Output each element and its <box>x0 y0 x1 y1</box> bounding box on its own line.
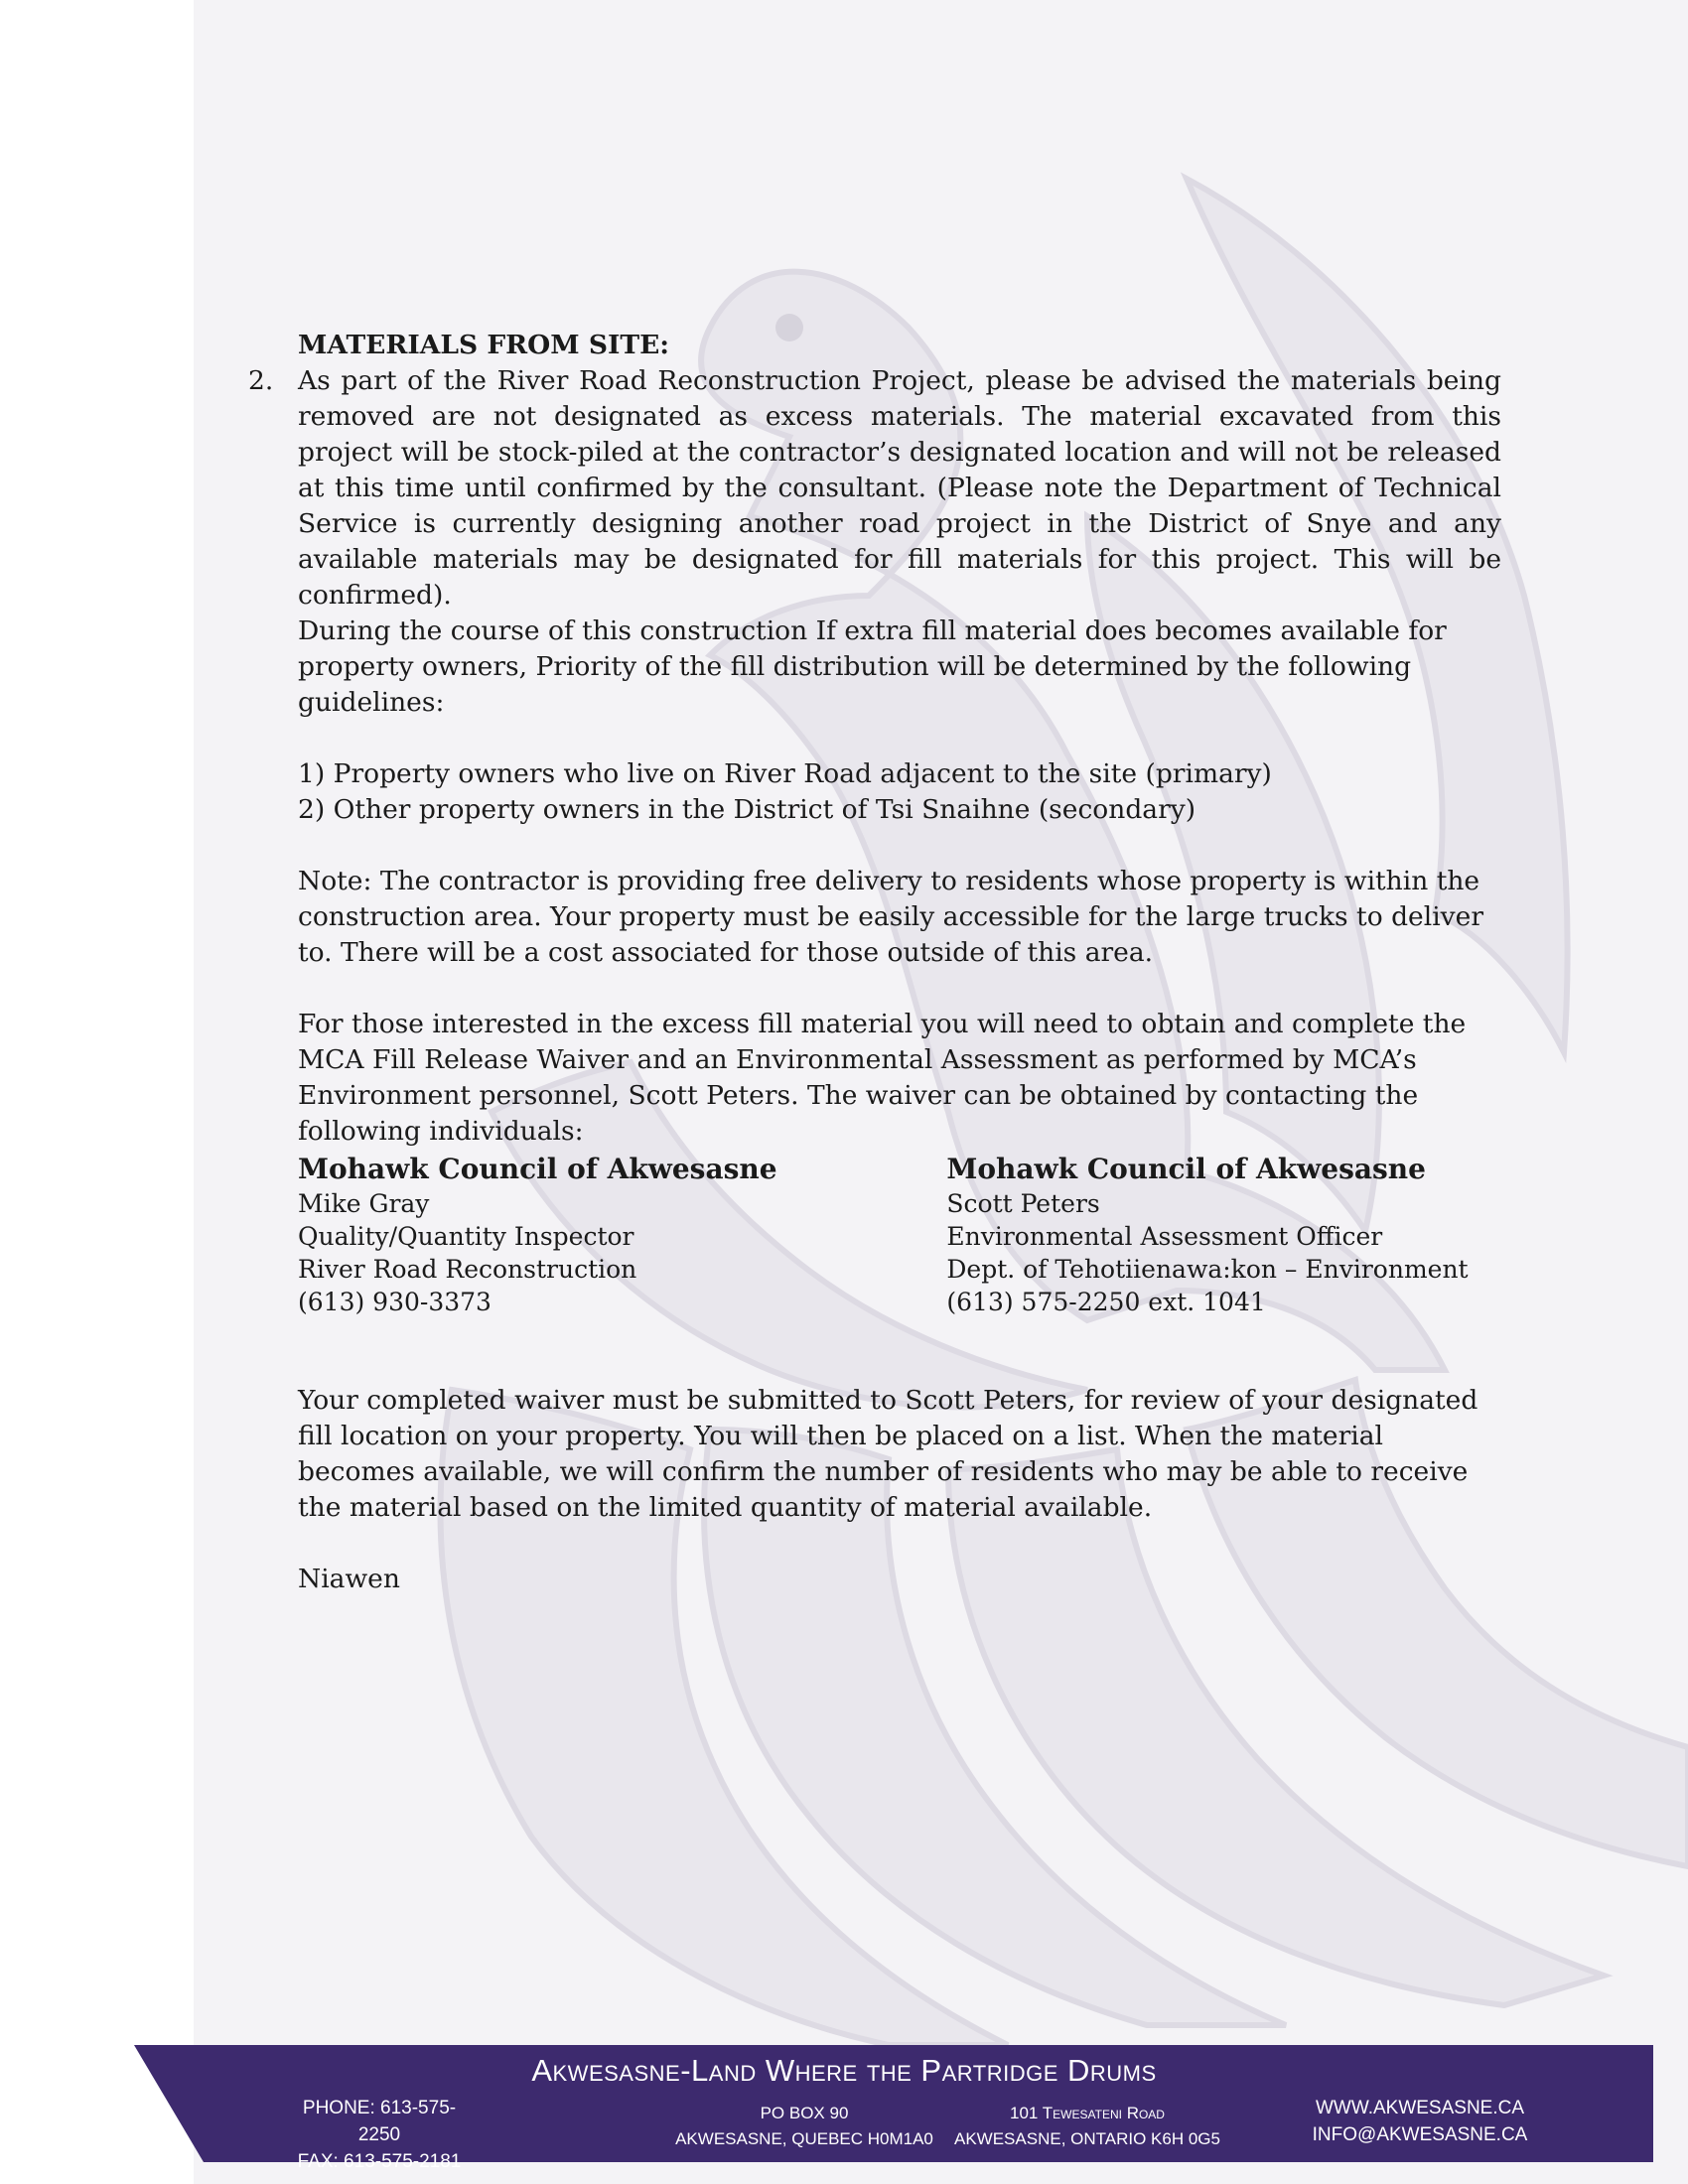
closing-paragraph: Your completed waiver must be submitted to Scott Peters, for review of your designated fill location on your property. You will then be placed on a list. When the material becomes available, we will confirm the number of residents who may be able to receive the material based on the limited quantity of material available. <box>298 1385 1478 1523</box>
contacts-block <box>298 1152 1501 1318</box>
footer-fax: FAX: 613-575-2181 <box>297 2151 462 2172</box>
list-item: 2) Other property owners in the District of Tsi Snaihne (secondary) <box>298 794 1196 825</box>
contact-card <box>941 1152 1501 1318</box>
footer-email: INFO@AKWESASNE.CA <box>1312 2124 1528 2145</box>
priority-intro: During the course of this construction If extra fill material does becomes available for property owners, Priority of the fill distribution will be determined by the following guidelines: <box>298 615 1447 718</box>
footer-road-line2: AKWESASNE, ONTARIO K6H 0G5 <box>954 2129 1220 2148</box>
contact-title: Environmental Assessment Officer <box>946 1222 1383 1251</box>
contact-dept: River Road Reconstruction <box>298 1255 637 1284</box>
footer-phone: PHONE: 613-575-2250 <box>302 2098 457 2145</box>
footer-po-line2: AKWESASNE, QUEBEC H0M1A0 <box>675 2129 933 2148</box>
waiver-intro: For those interested in the excess fill material you will need to obtain and complete the MCA Fill Release Waiver and an Environmental Assessment as performed by MCA’s Environment personnel, Scott Peters. The waiver can be obtained by contacting the following individuals: <box>298 1009 1467 1147</box>
footer-road-line1: 101 Tewesateni Road <box>1010 2104 1165 2122</box>
contact-org: Mohawk Council of Akwesasne <box>946 1153 1426 1185</box>
footer-po-address <box>655 2101 953 2152</box>
footer-phone-block <box>290 2095 469 2175</box>
contact-dept: Dept. of Tehotiienawa:kon – Environment <box>946 1255 1469 1284</box>
contact-phone: (613) 930-3373 <box>298 1288 492 1316</box>
delivery-note: Note: The contractor is providing free delivery to residents whose property is within the construction area. Your property must be easily accessible for the large trucks to deliver to. There will be a cost associated for those outside of this area. <box>298 866 1483 968</box>
footer-title: Akwesasne-Land Where the Partridge Drums <box>531 2053 1157 2088</box>
item-text: As part of the River Road Reconstruction Project, please be advised the materials being removed are not designated as excess materials. The material excavated from this project will be stock-piled at the contractor’s designated location and will not be released at this time until confirmed by the consultant. (Please note the Department of Technical Service is currently designing another road project in the District of Snye and any available materials may be designated for fill materials for this project. This will be confirmed). <box>298 365 1501 611</box>
contact-title: Quality/Quantity Inspector <box>298 1222 634 1251</box>
list-item: 1) Property owners who live on River Road adjacent to the site (primary) <box>298 758 1272 789</box>
item-number: 2. <box>248 365 274 396</box>
contact-card <box>298 1152 941 1318</box>
letter-body <box>248 328 1501 1150</box>
contact-phone: (613) 575-2250 ext. 1041 <box>946 1288 1266 1316</box>
footer-website: WWW.AKWESASNE.CA <box>1315 2098 1525 2118</box>
contact-name: Mike Gray <box>298 1189 430 1218</box>
numbered-item <box>248 363 1501 614</box>
priority-list <box>298 756 1501 828</box>
footer-web-block <box>1301 2095 1539 2148</box>
contact-org: Mohawk Council of Akwesasne <box>298 1153 777 1185</box>
section-heading: MATERIALS FROM SITE: <box>298 330 670 360</box>
closing-section <box>298 1383 1501 1597</box>
letterhead-footer <box>0 2045 1688 2172</box>
footer-street-address <box>938 2101 1236 2152</box>
footer-po-line1: PO BOX 90 <box>760 2104 849 2122</box>
contact-name: Scott Peters <box>946 1189 1100 1218</box>
signoff: Niawen <box>298 1564 400 1594</box>
